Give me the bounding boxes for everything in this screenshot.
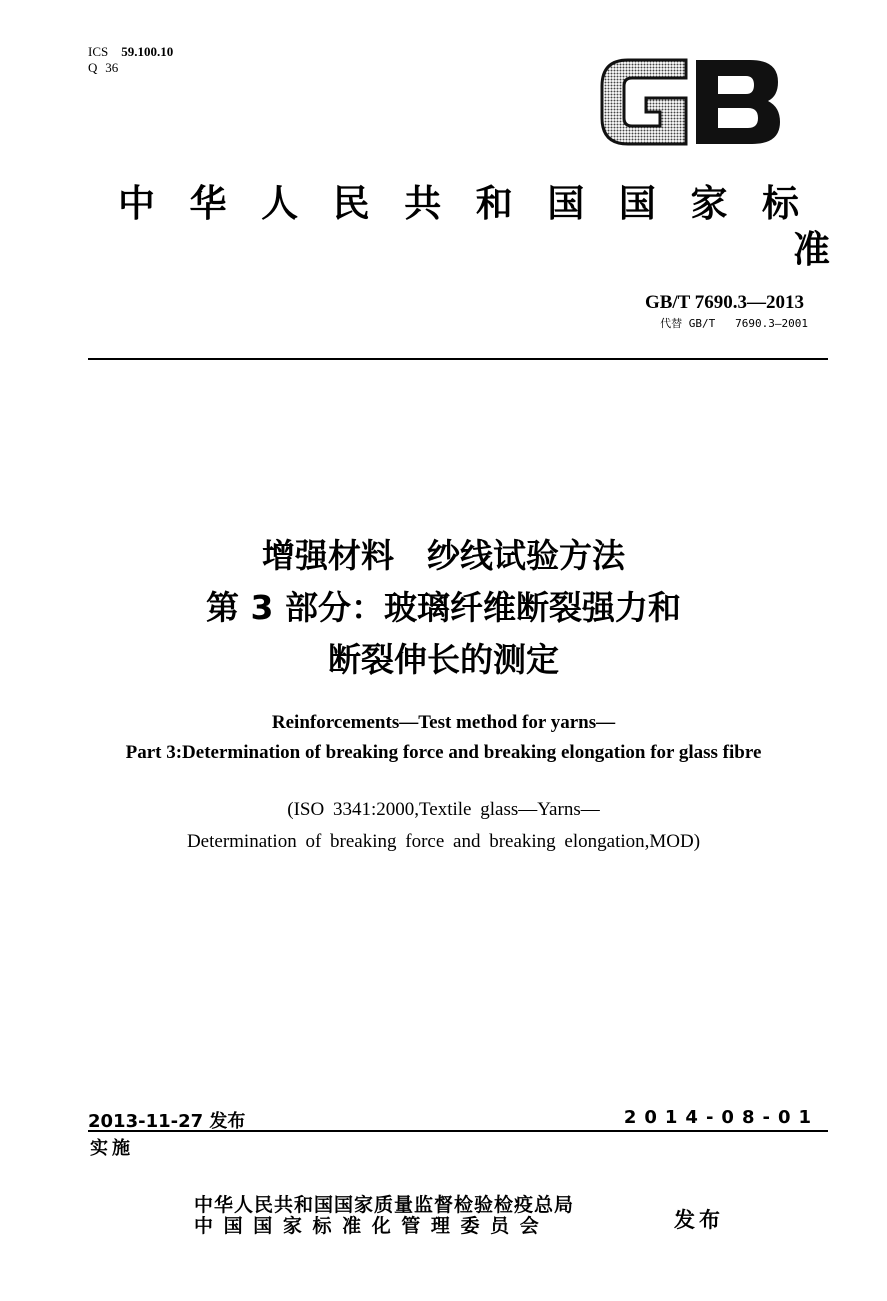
national-standard-title-last: 准 bbox=[793, 228, 830, 271]
footer-divider bbox=[88, 1130, 828, 1132]
ccs-row bbox=[88, 60, 173, 76]
title-cn-line2: 第 3 部分：玻璃纤维断裂强力和 bbox=[206, 588, 681, 627]
title-en-line2: Part 3:Determination of breaking force and breaking elongation for glass fibre bbox=[125, 742, 762, 763]
title-cn-line3: 断裂伸长的测定 bbox=[328, 640, 559, 679]
ics-row bbox=[88, 44, 173, 60]
ccs-label: Q bbox=[88, 60, 98, 75]
header-divider bbox=[88, 358, 828, 360]
implement-label: 实施 bbox=[90, 1138, 134, 1159]
standard-number: GB/T 7690.3—2013 bbox=[644, 292, 804, 313]
ccs-code: 36 bbox=[105, 60, 119, 75]
ics-block bbox=[88, 44, 173, 76]
title-cn-line1: 增强材料 纱线试验方法 bbox=[262, 536, 625, 575]
iso-ref-line1: (ISO 3341:2000,Textile glass—Yarns— bbox=[287, 799, 600, 820]
title-en-line1: Reinforcements—Test method for yarns— bbox=[271, 712, 616, 733]
iso-ref-line2: Determination of breaking force and breaking elongation,MOD) bbox=[186, 831, 701, 852]
ics-code: 59.100.10 bbox=[121, 44, 174, 59]
gb-logo bbox=[598, 54, 784, 150]
implement-date: 2014-08-01 bbox=[623, 1107, 819, 1128]
issue-date: 2013-11-27 发布 bbox=[88, 1111, 246, 1132]
publish-label: 发布 bbox=[674, 1208, 724, 1232]
issuer-sac: 中 国 国 家 标 准 化 管 理 委 员 会 bbox=[194, 1215, 541, 1237]
logo-g-shape bbox=[602, 60, 686, 144]
ics-label: ICS bbox=[88, 44, 109, 59]
replaces-standard: 代替 GB/T 7690.3—2001 bbox=[660, 317, 808, 330]
logo-b-shape bbox=[696, 60, 780, 144]
national-standard-title: 中华人民共和国国家标 bbox=[118, 182, 830, 225]
issuer-aqsiq: 中华人民共和国国家质量监督检验检疫总局 bbox=[194, 1194, 575, 1216]
